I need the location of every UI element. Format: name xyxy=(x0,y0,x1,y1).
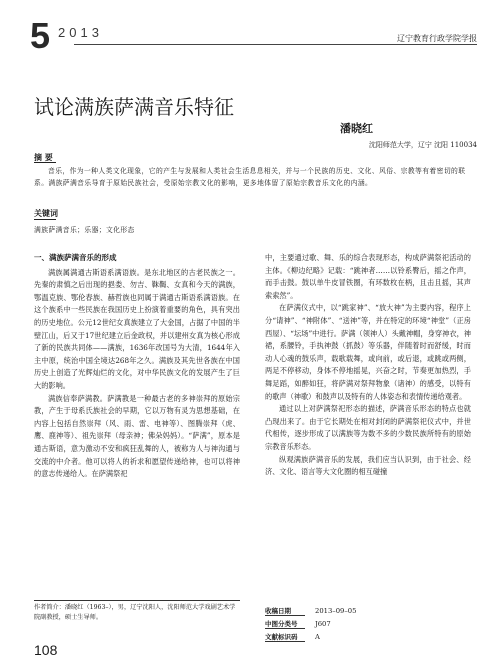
body-paragraph: 通过以上对萨满祭祀形态的描述，萨满音乐形态的特点也就凸现出来了。由于它长期处在相对封闭的萨满祭祀仪式中，并世代相传，逐步形成了以满族等为数不多的少数民族所特有的原始宗教音乐形态。 xyxy=(265,404,471,451)
abstract-label-rule xyxy=(34,162,56,163)
issue-number: 5 xyxy=(30,15,51,56)
footnote-rule xyxy=(34,600,240,601)
article-title: 试论满族萨满音乐特征 xyxy=(34,95,234,119)
keywords-text: 满族萨满音乐；乐器；文化形态 xyxy=(34,226,135,234)
doc-code-label: 文献标识码 xyxy=(265,632,305,642)
doc-code-row xyxy=(265,630,356,643)
doc-code-value: A xyxy=(315,632,320,641)
page-number: 108 xyxy=(34,642,58,658)
issue-year: 2013 xyxy=(58,25,103,40)
received-date-value: 2013–09–05 xyxy=(315,606,357,615)
body-paragraph: 在萨满仪式中，以“跳家神”、“放大神”为主要内容，程序上分“请神”、“神附体”、“送神”等，并在特定的环境“神堂”（正房西屋）、“坛场”中进行。萨满（领神人）头戴神帽，身穿神衣，神裙，系腰铃，手执神鼓（抓鼓）等乐器，伴随着时而舒缓，时而动人心魂的鼓乐声，载歌载舞，或向前，或后退，或跳或两侧，两足不停移动，身体不停地摇晃，兴奋之时，节奏更加热烈，手舞足蹈，如醉如狂，将萨满对祭拜物象（诸神）的感受，以特有的歌声（神歌）和鼓声以及特有的人体姿态和表情传递给观者。 xyxy=(265,303,471,401)
clc-value: J607 xyxy=(315,619,331,628)
clc-label: 中图分类号 xyxy=(265,619,305,629)
abstract-label: 摘 要 xyxy=(34,152,53,162)
header-rule xyxy=(74,44,477,45)
keywords-label-rule xyxy=(34,219,56,220)
received-date-row xyxy=(265,604,356,617)
keywords-label: 关键词 xyxy=(34,208,58,218)
author-name: 潘晓红 xyxy=(340,122,373,135)
received-date-label: 收稿日期 xyxy=(265,606,305,616)
article-metadata xyxy=(265,604,356,643)
clc-row xyxy=(265,617,356,630)
author-affiliation: 沈阳师范大学，辽宁 沈阳 110034 xyxy=(368,141,477,149)
journal-name: 辽宁教育行政学院学报 xyxy=(397,34,477,43)
body-paragraph: 满族属满通古斯语系满语族。是东北地区的古老民族之一。先秦的肃慎之后出现的挹娄、勿吉、靺鞨、女真和今天的满族，鄂温克族、鄂伦春族、赫哲族也同属于满通古斯语系满语族。在这个族系中一些民族在我国历史上扮演着重要的角色，具有突出的历史地位。公元12世纪女真族建立了大金国，占据了中国的半壁江山，后又于17世纪建立后金政权，并以建州女真为核心形成了新的民族共同体——满族，1636年改国号为大清，1644年入主中原，统治中国全境达268年之久。满族及其先世各族在中国历史上创造了光辉灿烂的文化，对中华民族文化的发展产生了巨大的影响。 xyxy=(34,267,240,390)
section-heading: 一、满族萨满音乐的形成 xyxy=(34,253,117,262)
body-paragraph: 纵观满族萨满音乐的发展，我们应当认识到，由于社会、经济、文化、语言等大文化圈的相互碰撞 xyxy=(265,454,471,477)
author-footnote: 作者简介：潘晓红（1963–），男，辽宁沈阳人，沈阳师范大学戏剧艺术学院副教授，硕士生导师。 xyxy=(34,604,236,621)
body-column-left xyxy=(34,252,240,481)
body-paragraph: 满族信奉萨满教。萨满教是一种最古老的多神崇拜的原始宗教，产生于母系氏族社会的早期，它以万物有灵为思想基础，在内容上包括自然崇拜（风、雨、雷、电神等）、图腾崇拜（虎、鹰、鹿神等）、祖先崇拜（母亲神；佛朵妈妈）。“萨满”，原本是通古斯语，意为激动不安和疯狂乱舞的人，被称为人与神沟通与交流的中介者。他可以将人的祈求和愿望传递给神，也可以将神的意志传递给人。在萨满祭祀 xyxy=(34,393,240,479)
abstract-text: 音乐，作为一种人类文化现象，它的产生与发展和人类社会生活息息相关，并与一个民族的历史、文化、风俗、宗教等有着密切的联系。满族萨满音乐导育于原始民族社会，受原始宗教文化的影响，更多地体留了原始宗教音乐文化的内涵。 xyxy=(34,167,466,187)
body-column-right xyxy=(265,252,471,479)
body-paragraph: 中，主要通过歌、舞、乐的综合表现形态，构成萨满祭祀活动的主体。《柳边纪略》记载：“跳神者……以铃系臀后，摇之作声，而手击鼓。鼓以单牛皮冒铁圈，有环数枚在柄，且击且摇，其声索索然”。 xyxy=(265,253,471,300)
